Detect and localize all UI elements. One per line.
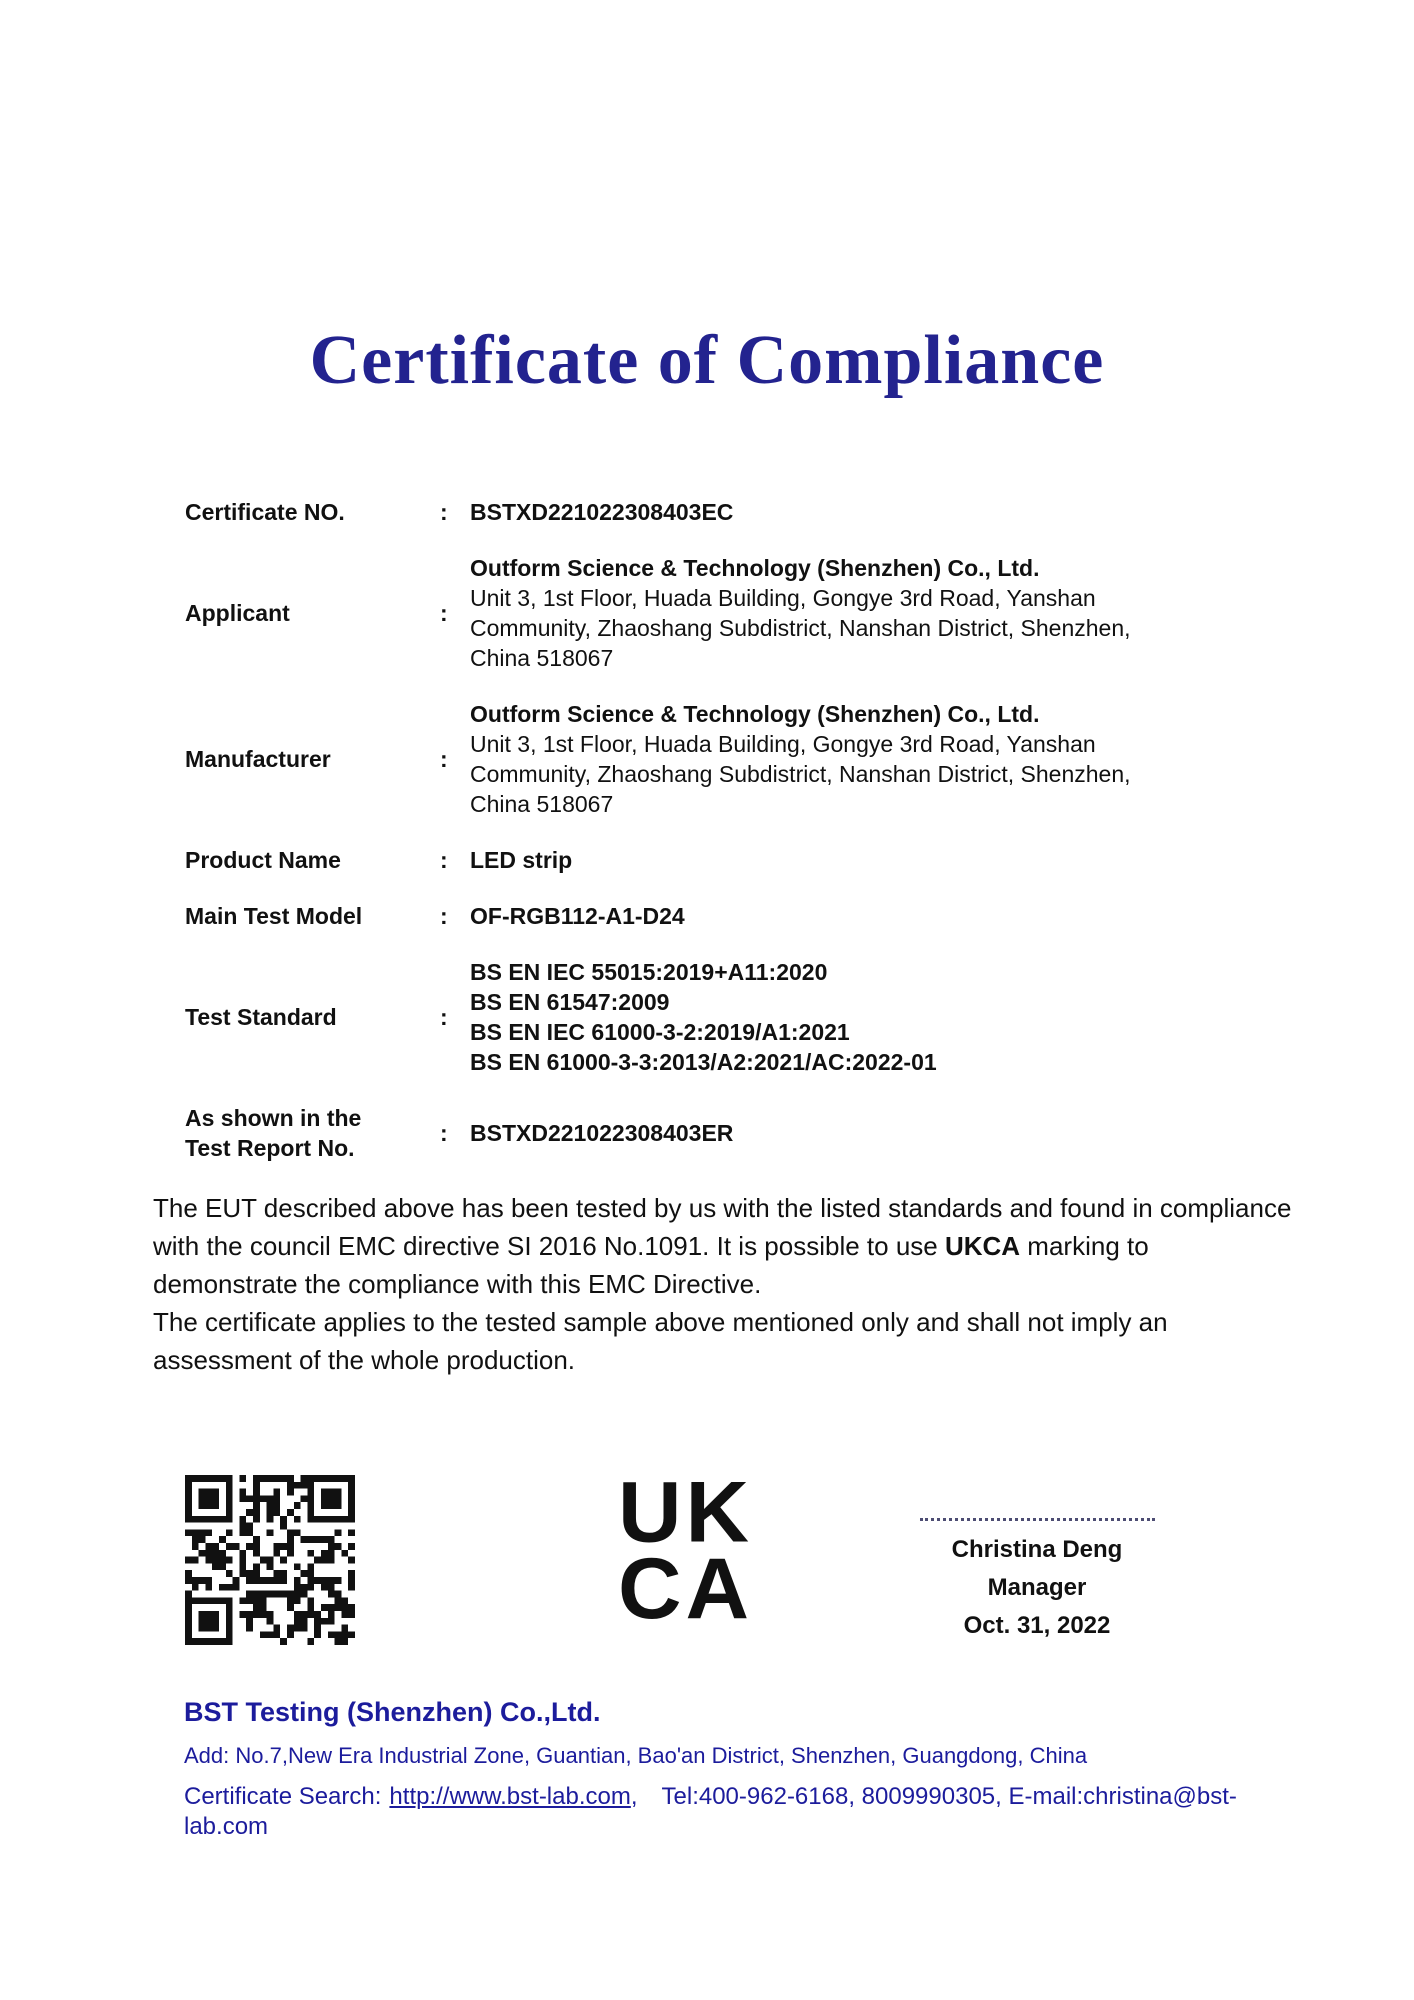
field-label: Test Standard — [185, 1004, 337, 1030]
certificate-search-label: Certificate Search: — [184, 1783, 382, 1810]
statement-paragraphs — [153, 1189, 1293, 1379]
test-standards — [470, 957, 1143, 1077]
manufacturer-company: Outform Science & Technology (Shenzhen) Co., Ltd. — [470, 701, 1040, 727]
signature-block — [916, 1504, 1158, 1645]
signer-role: Manager — [987, 1574, 1087, 1601]
manufacturer-address: Unit 3, 1st Floor, Huada Building, Gongye 3rd Road, Yanshan Community, Zhaoshang Subdistrict, Nanshan District, Shenzhen, China 518067 — [470, 731, 1131, 817]
field-colon: : — [440, 746, 448, 772]
field-row-product-name — [185, 845, 1143, 875]
certificate-search-link[interactable]: http://www.bst-lab.com — [389, 1783, 631, 1810]
test-standard-line: BS EN 61000-3-3:2013/A2:2021/AC:2022-01 — [470, 1049, 937, 1075]
ukca-mark — [618, 1463, 754, 1637]
compliance-statement — [153, 1189, 1293, 1303]
certificate-number: BSTXD221022308403EC — [470, 499, 734, 525]
test-standard-line: BS EN IEC 61000-3-2:2019/A1:2021 — [470, 1019, 850, 1045]
ukca-bold-text: UKCA — [944, 1231, 1021, 1261]
field-row-test-standard — [185, 957, 1143, 1077]
field-label: Product Name — [185, 847, 341, 873]
signature-date: Oct. 31, 2022 — [963, 1612, 1111, 1639]
qr-code — [185, 1475, 355, 1645]
test-standard-line: BS EN 61547:2009 — [470, 989, 670, 1015]
field-colon: : — [440, 1004, 448, 1030]
lab-address: Add: No.7,New Era Industrial Zone, Guantian, Bao'an District, Shenzhen, Guangdong, China — [184, 1743, 1088, 1768]
field-colon: : — [440, 600, 448, 626]
field-label: Manufacturer — [185, 746, 331, 772]
field-label: Applicant — [185, 600, 290, 626]
lab-footer — [184, 1695, 1284, 1842]
field-label-text: As shown in the Test Report No. — [185, 1105, 362, 1161]
test-standard-line: BS EN IEC 55015:2019+A11:2020 — [470, 959, 828, 985]
applicant-address: Unit 3, 1st Floor, Huada Building, Gongye 3rd Road, Yanshan Community, Zhaoshang Subdistrict, Nanshan District, Shenzhen, China 518067 — [470, 585, 1131, 671]
scope-statement: The certificate applies to the tested sample above mentioned only and shall not imply an assessment of the whole production. — [153, 1307, 1168, 1375]
field-colon: : — [440, 1120, 448, 1146]
field-colon: : — [440, 847, 448, 873]
field-colon: : — [440, 903, 448, 929]
main-test-model: OF-RGB112-A1-D24 — [470, 903, 685, 929]
ukca-mark-bottom: CA — [618, 1539, 754, 1637]
applicant-company: Outform Science & Technology (Shenzhen) Co., Ltd. — [470, 555, 1040, 581]
product-name: LED strip — [470, 847, 573, 873]
lab-contact-line — [184, 1782, 1284, 1842]
field-label: Main Test Model — [185, 903, 363, 929]
page-title: Certificate of Compliance — [309, 322, 1105, 399]
field-row-applicant — [185, 553, 1143, 673]
comma-text: , — [630, 1783, 638, 1810]
applicant-value — [470, 553, 1143, 673]
field-label: Certificate NO. — [185, 499, 345, 525]
field-row-certificate-no — [185, 497, 1143, 527]
field-row-manufacturer — [185, 699, 1143, 819]
manufacturer-value — [470, 699, 1143, 819]
signature-line — [920, 1518, 1155, 1521]
field-row-main-test-model — [185, 901, 1143, 931]
lab-contact-info: Tel:400-962-6168, 8009990305, E-mail:christina@bst-lab.com — [184, 1783, 1237, 1840]
lab-company-name: BST Testing (Shenzhen) Co.,Ltd. — [184, 1697, 601, 1727]
field-label — [185, 1103, 440, 1163]
signer-name: Christina Deng — [951, 1536, 1123, 1563]
ukca-mark-top: UK — [618, 1463, 754, 1561]
statement-text: marking to demonstrate the compliance with this EMC Directive. — [153, 1231, 1149, 1299]
statement-text: The EUT described above has been tested by us with the listed standards and found in compliance with the council EMC directive SI 2016 No.1091. It is possible to use — [153, 1193, 1292, 1261]
field-row-test-report-no — [185, 1103, 1143, 1163]
certificate-fields — [185, 497, 1143, 1163]
field-colon: : — [440, 499, 448, 525]
test-report-number: BSTXD221022308403ER — [470, 1120, 734, 1146]
